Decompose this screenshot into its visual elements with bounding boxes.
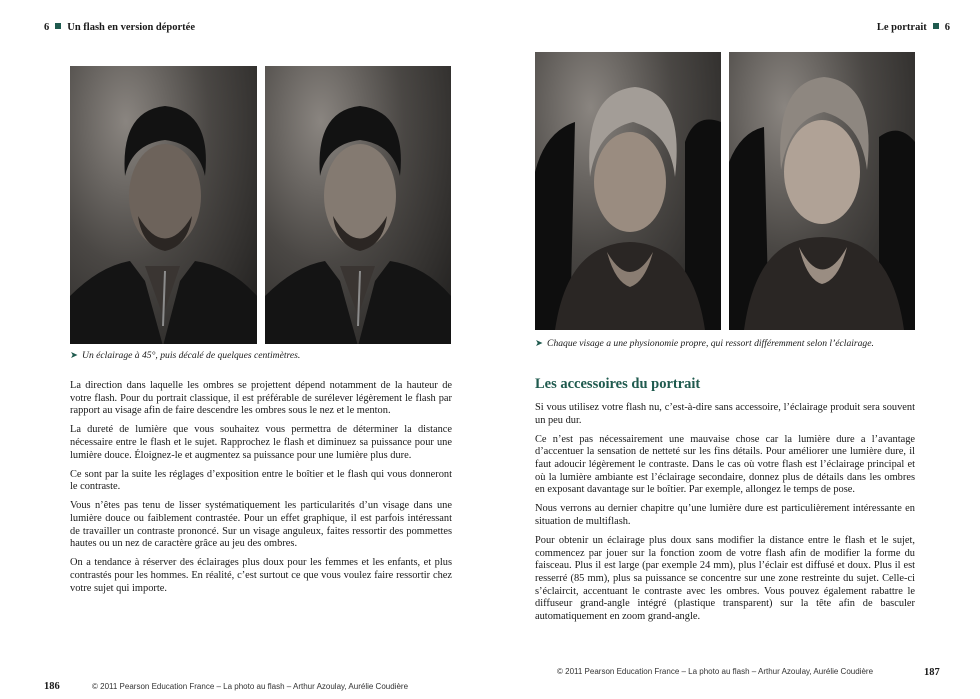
- right-page: [490, 0, 980, 699]
- paragraph: On a tendance à réserver des éclairages plus doux pour les femmes et les enfants, et plus contrastés pour les hommes. En réalité, c’est surtout ce que vous voulez faire ressortir chez votre sujet qui importe.: [70, 557, 452, 594]
- caption-text: Chaque visage a une physionomie propre, qui ressort différemment selon l’éclairage.: [547, 338, 874, 349]
- arrow-right-icon: ➤: [70, 350, 79, 361]
- square-bullet-icon: [55, 23, 61, 29]
- body-text-right: [535, 402, 915, 630]
- figure-caption-left: [70, 350, 300, 361]
- paragraph: Ce n’est pas nécessairement une mauvaise chose car la lumière dure a l’avantage d’accentuer la sensation de netteté sur les fins détails. Pour améliorer une lumière dure, il faut adoucir légèrement le contraste. Dans le cas où votre flash est l’éclairage principal et où la lumière ambiante est l’éclairage secondaire, donnez plus de détails dans les ombres en exposant davantage sur le boîtier. Par exemple, allongez le temps de pose.: [535, 433, 915, 496]
- portrait-photo-woman-1: [535, 52, 721, 330]
- figure-caption-right: [535, 338, 874, 349]
- chapter-number: 6: [44, 22, 50, 33]
- running-head-left: [44, 22, 195, 33]
- page-number-right: 187: [924, 667, 940, 678]
- paragraph: Ce sont par la suite les réglages d’exposition entre le boîtier et le flash qui vous donneront le contraste.: [70, 468, 452, 493]
- portrait-photo-man-1: [70, 66, 257, 344]
- chapter-number: 6: [944, 22, 950, 33]
- arrow-right-icon: ➤: [535, 338, 544, 349]
- copyright-right: © 2011 Pearson Education France – La photo au flash – Arthur Azoulay, Aurélie Coudière: [557, 667, 874, 676]
- copyright-left: © 2011 Pearson Education France – La photo au flash – Arthur Azoulay, Aurélie Coudière: [92, 682, 409, 691]
- portrait-photo-woman-2: [729, 52, 915, 330]
- body-text-left: [70, 380, 452, 601]
- paragraph: Vous n’êtes pas tenu de lisser systématiquement les particularités d’un visage dans une lumière douce ou faiblement contrastée. Pour un effet graphique, il est parfois intéressant de travailler un contraste prononcé. Sur un visage anguleux, faites ressortir des pommettes hautes ou un nez de caractère grâce au jeu des ombres.: [70, 500, 452, 550]
- chapter-title: Un flash en version déportée: [67, 22, 195, 33]
- square-bullet-icon: [933, 23, 939, 29]
- page-number-left: 186: [44, 681, 60, 692]
- paragraph: Si vous utilisez votre flash nu, c’est-à-dire sans accessoire, l’éclairage produit sera souvent un peu dur.: [535, 402, 915, 426]
- paragraph: La direction dans laquelle les ombres se projettent dépend notamment de la hauteur de votre flash. Pour du portrait classique, il est préférable de surélever légèrement le flash par rapport au visage afin de faire descendre les ombres sous le nez et le menton.: [70, 380, 452, 417]
- section-heading: Les accessoires du portrait: [535, 376, 701, 392]
- chapter-title: Le portrait: [876, 22, 927, 33]
- portrait-photo-man-2: [265, 66, 451, 344]
- paragraph: La dureté de lumière que vous souhaitez vous permettra de déterminer la distance nécessaire entre le flash et le sujet. Rapprochez le flash et diminuez sa puissance pour une lumière douce. Éloignez-le et augmentez sa puissance pour une lumière plus dure.: [70, 424, 452, 461]
- paragraph: Nous verrons au dernier chapitre qu’une lumière dure est particulièrement intéressante en situation de multiflash.: [535, 503, 915, 527]
- paragraph: Pour obtenir un éclairage plus doux sans modifier la distance entre le flash et le sujet, commencez par jouer sur la fonction zoom de votre flash afin de modifier la forme du faisceau. Plus il est large (par exemple 24 mm), plus l’éclair est diffusé et doux. Plus il est resserré (85 mm), plus sa puissance se concentre sur une zone restreinte du sujet. Celle-ci s’éclaircit, accentuant le contraste avec les ombres. Vous pouvez également rabattre le diffuseur grand-angle intégré (plastique transparent) sur la tête afin de basculer automatiquement en zoom grand-angle.: [535, 534, 915, 623]
- running-head-right: [877, 22, 950, 33]
- caption-text: Un éclairage à 45°, puis décalé de quelques centimètres.: [82, 350, 301, 361]
